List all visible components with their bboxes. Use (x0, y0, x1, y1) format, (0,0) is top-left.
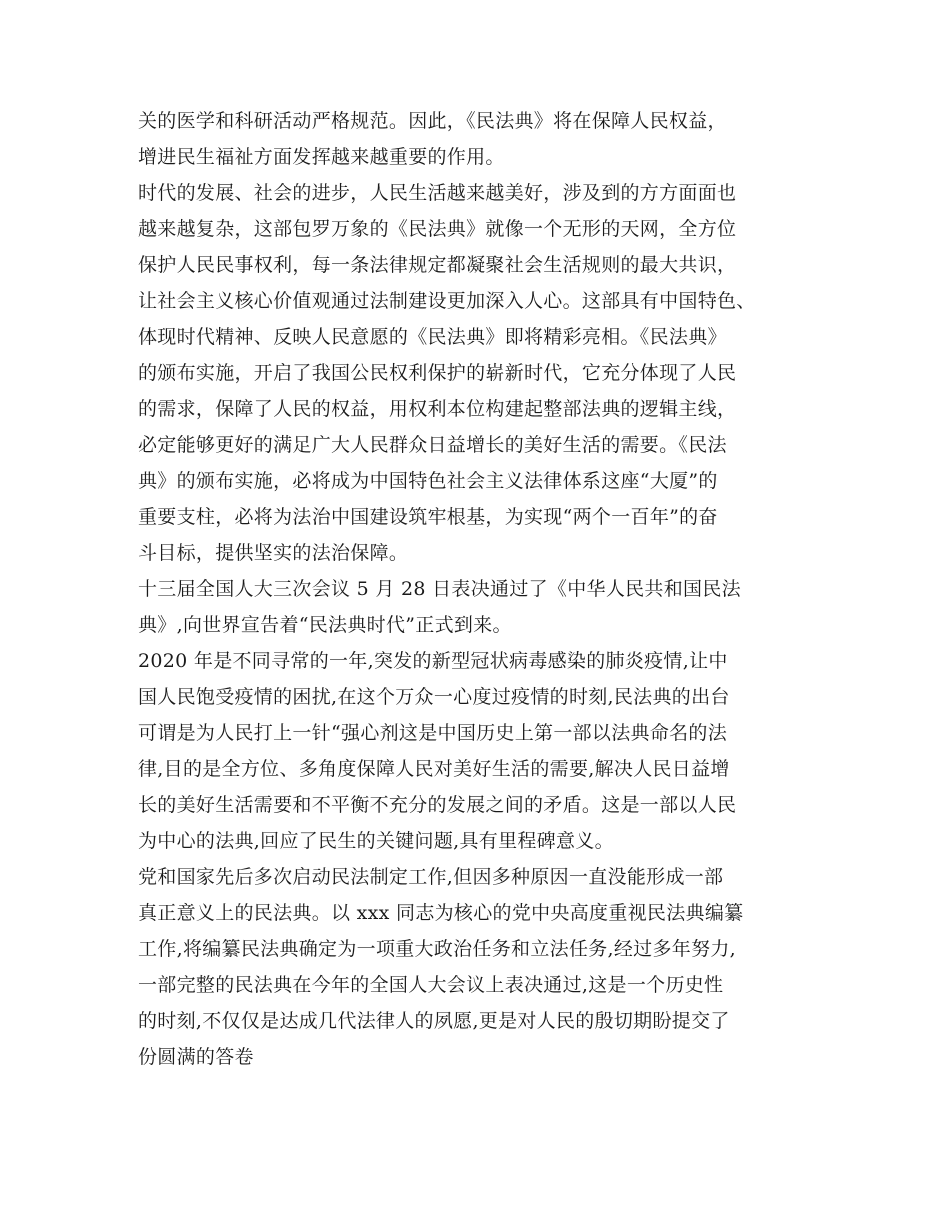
text-line: 党和国家先后多次启动民法制定工作,但因多种原因一直没能形成一部 (138, 866, 724, 888)
text-line: 的时刻,不仅仅是达成几代法律人的夙愿,更是对人民的殷切期盼提交了 (138, 1010, 730, 1032)
text-line: 国人民饱受疫情的困扰,在这个万众一心度过疫情的时刻,民法典的出台 (138, 686, 730, 708)
text-line: 可谓是为人民打上一针“强心剂这是中国历史上第一部以法典命名的法 (138, 722, 728, 744)
text-line: 让社会主义核心价值观通过法制建设更加深入人心。这部具有中国特色、 (138, 290, 756, 312)
text-line: 的颁布实施，开启了我国公民权利保护的崭新时代，它充分体现了人民 (138, 362, 737, 384)
text-line: 真正意义上的民法典。以 xxx 同志为核心的党中央高度重视民法典编纂 (138, 902, 744, 924)
text-line: 律,目的是全方位、多角度保障人民对美好生活的需要,解决人民日益增 (138, 758, 730, 780)
text-line: 越来越复杂，这部包罗万象的《民法典》就像一个无形的天网，全方位 (138, 218, 737, 240)
body-text (138, 103, 828, 1075)
text-line: 必定能够更好的满足广大人民群众日益增长的美好生活的需要。《民法 (138, 434, 727, 456)
text-line: 重要支柱，必将为法治中国建设筑牢根基，为实现“两个一百年”的奋 (138, 506, 718, 528)
text-line: 工作,将编纂民法典确定为一项重大政治任务和立法任务,经过多年努力, (138, 938, 737, 960)
text-line: 为中心的法典,回应了民生的关键问题,具有里程碑意义。 (138, 830, 614, 852)
text-line: 长的美好生活需要和不平衡不充分的发展之间的矛盾。这是一部以人民 (138, 794, 737, 816)
text-line: 斗目标，提供坚实的法治保障。 (138, 542, 409, 564)
text-line: 典》的颁布实施，必将成为中国特色社会主义法律体系这座“大厦”的 (138, 470, 718, 492)
text-line: 增进民生福祉方面发挥越来越重要的作用。 (138, 146, 505, 168)
text-line: 2020 年是不同寻常的一年,突发的新型冠状病毒感染的肺炎疫情,让中 (138, 650, 728, 672)
text-line: 份圆满的答卷 (138, 1046, 254, 1068)
text-line: 一部完整的民法典在今年的全国人大会议上表决通过,这是一个历史性 (138, 974, 724, 996)
text-line: 典》,向世界宣告着“民法典时代”正式到来。 (138, 614, 512, 636)
text-line: 的需求，保障了人民的权益，用权利本位构建起整部法典的逻辑主线， (138, 398, 737, 420)
text-line: 保护人民民事权利，每一条法律规定都凝聚社会生活规则的最大共识， (138, 254, 737, 276)
text-line: 时代的发展、社会的进步，人民生活越来越美好，涉及到的方方面面也 (138, 182, 737, 204)
text-line: 十三届全国人大三次会议 5 月 28 日表决通过了《中华人民共和国民法 (138, 578, 741, 600)
text-line: 关的医学和科研活动严格规范。因此，《民法典》将在保障人民权益， (138, 110, 727, 132)
text-line: 体现时代精神、反映人民意愿的《民法典》即将精彩亮相。《民法典》 (138, 326, 727, 348)
